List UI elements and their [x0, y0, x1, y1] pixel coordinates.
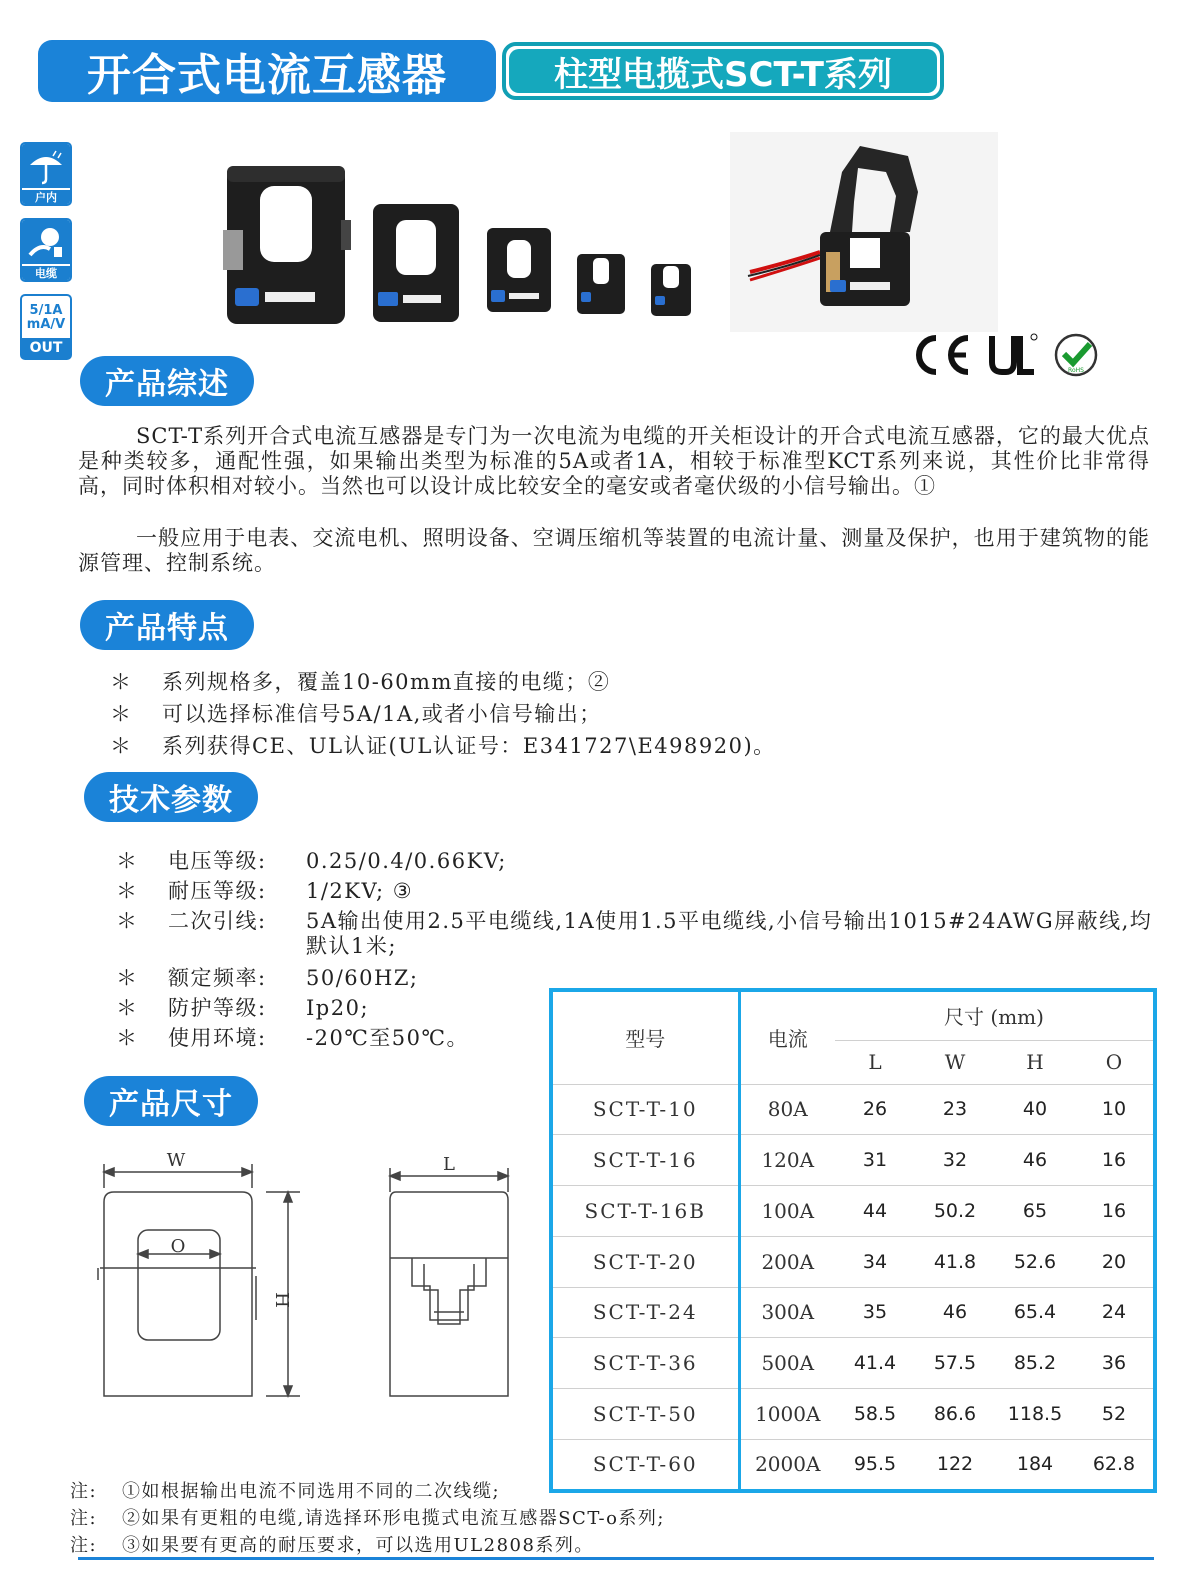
cable-label: 电缆 — [22, 264, 70, 280]
spec-value: 5A输出使用2.5平电缆线,1A使用1.5平电缆线,小信号输出1015#24AWG屏蔽线,均默认1米; — [306, 909, 1153, 958]
spec-key: 二次引线: — [168, 909, 267, 933]
cell-o: 20 — [1075, 1236, 1153, 1287]
bullet-icon: ＊ — [110, 670, 133, 694]
cell-h: 40 — [995, 1084, 1075, 1135]
header-col-l: L — [835, 1040, 915, 1084]
header-size: 尺寸 (mm) — [835, 992, 1153, 1040]
cell-w: 41.8 — [915, 1236, 995, 1287]
spec-key: 防护等级: — [168, 996, 267, 1020]
product-mini — [577, 254, 625, 314]
table-row — [553, 1135, 1153, 1186]
cell-h: 46 — [995, 1135, 1075, 1186]
spec-key: 电压等级: — [168, 849, 267, 873]
product-micro — [651, 264, 691, 316]
spec-value: Ip20; — [306, 996, 370, 1020]
header-current: 电流 — [739, 992, 835, 1084]
spec-row — [116, 876, 1156, 906]
cell-w: 32 — [915, 1135, 995, 1186]
bottom-divider — [78, 1557, 1154, 1560]
cell-l: 41.4 — [835, 1338, 915, 1389]
spec-table — [549, 988, 1157, 1493]
output-badge — [20, 294, 72, 360]
table-row — [553, 1389, 1153, 1440]
cell-model: SCT-T-36 — [553, 1338, 739, 1389]
cell-w: 86.6 — [915, 1389, 995, 1440]
cell-w: 46 — [915, 1287, 995, 1338]
cell-model: SCT-T-60 — [553, 1439, 739, 1489]
cell-l: 44 — [835, 1186, 915, 1237]
product-small — [487, 228, 551, 312]
header-col-w: W — [915, 1040, 995, 1084]
feature-text: 系列规格多，覆盖10-60mm直接的电缆；② — [162, 670, 611, 694]
bullet-icon: ＊ — [116, 1026, 139, 1050]
side-view — [390, 1168, 508, 1396]
spec-row — [116, 909, 1156, 959]
cell-w: 57.5 — [915, 1338, 995, 1389]
cell-o: 52 — [1075, 1389, 1153, 1440]
cell-current: 1000A — [739, 1389, 835, 1440]
cell-h: 85.2 — [995, 1338, 1075, 1389]
cell-l: 34 — [835, 1236, 915, 1287]
section-specs-title: 技术参数 — [84, 772, 258, 822]
page-title: 开合式电流互感器 — [38, 40, 496, 102]
dim-label-l: L — [443, 1154, 455, 1175]
product-medium — [373, 204, 459, 322]
cell-current: 2000A — [755, 1452, 821, 1477]
cell-h: 118.5 — [995, 1389, 1075, 1440]
cell-o: 16 — [1075, 1186, 1153, 1237]
feature-item — [110, 666, 776, 698]
bullet-icon: ＊ — [116, 966, 139, 990]
cell-l: 58.5 — [835, 1389, 915, 1440]
bullet-icon: ＊ — [116, 996, 139, 1020]
section-overview-title: 产品综述 — [80, 356, 254, 406]
header-col-o: O — [1075, 1040, 1153, 1084]
cell-current: 120A — [739, 1135, 835, 1186]
bullet-icon: ＊ — [116, 849, 139, 873]
cell-l: 95.5 — [853, 1453, 897, 1476]
footnote — [70, 1478, 665, 1505]
output-line-2: mA/V — [26, 317, 66, 332]
cell-model: SCT-T-16B — [553, 1186, 739, 1237]
cell-h: 52.6 — [995, 1236, 1075, 1287]
cell-l: 35 — [835, 1287, 915, 1338]
open-clamp-image — [730, 132, 998, 332]
footnotes — [70, 1478, 665, 1559]
section-dimensions-title: 产品尺寸 — [84, 1076, 258, 1126]
table-row — [553, 1338, 1153, 1389]
front-view — [98, 1164, 300, 1396]
bullet-icon: ＊ — [110, 702, 133, 726]
dim-label-o: O — [170, 1236, 186, 1257]
cell-current: 200A — [739, 1236, 835, 1287]
table-row — [553, 1084, 1153, 1135]
footnote-prefix: 注: — [70, 1535, 98, 1556]
output-line-3: OUT — [22, 338, 70, 358]
overview-paragraph-1: SCT-T系列开合式电流互感器是专门为一次电流为电缆的开关柜设计的开合式电流互感器，它的最大优点是种类较多，通配性强，如果输出类型为标准的5A或者1A，相较于标准型KCT系列来说，其性价比非常得高，同时体积相对较小。当然也可以设计成比较安全的毫安或者毫伏级的小信号输出。① — [78, 424, 1150, 498]
cell-current: 100A — [739, 1186, 835, 1237]
product-lineup-image — [215, 140, 715, 340]
footnote — [70, 1532, 665, 1559]
cell-model: SCT-T-16 — [553, 1135, 739, 1186]
page-subtitle — [502, 42, 944, 100]
product-large — [223, 166, 351, 324]
cell-model: SCT-T-10 — [553, 1084, 739, 1135]
bullet-icon: ＊ — [116, 909, 139, 933]
bullet-icon: ＊ — [110, 734, 133, 758]
spec-value: 1/2KV; ③ — [306, 879, 414, 903]
bullet-icon: ＊ — [116, 879, 139, 903]
table-row — [553, 1186, 1153, 1237]
feature-item — [110, 698, 776, 730]
cell-o: 24 — [1075, 1287, 1153, 1338]
header-col-h: H — [995, 1040, 1075, 1084]
spec-row — [116, 846, 1156, 876]
cell-o: 10 — [1075, 1084, 1153, 1135]
spec-key: 使用环境: — [168, 1026, 267, 1050]
footnote-prefix: 注: — [70, 1508, 98, 1529]
spec-key: 额定频率: — [168, 966, 267, 990]
cell-model: SCT-T-24 — [553, 1287, 739, 1338]
cell-h: 184 — [1016, 1453, 1054, 1476]
cable-icon — [22, 220, 70, 264]
cell-o: 16 — [1075, 1135, 1153, 1186]
cell-current: 80A — [739, 1084, 835, 1135]
ce-mark-icon — [910, 332, 972, 378]
section-features-title: 产品特点 — [80, 600, 254, 650]
cable-badge — [20, 218, 72, 282]
cell-h: 65.4 — [995, 1287, 1075, 1338]
overview-paragraph-2: 一般应用于电表、交流电机、照明设备、空调压缩机等装置的电流计量、测量及保护，也用于建筑物的能源管理、控制系统。 — [78, 526, 1150, 575]
cell-l: 31 — [835, 1135, 915, 1186]
cell-current: 500A — [739, 1338, 835, 1389]
rohs-mark-icon — [1052, 332, 1100, 378]
dim-label-w: W — [166, 1150, 186, 1171]
umbrella-icon — [22, 144, 70, 188]
footnote-text: ③如果要有更高的耐压要求，可以选用UL2808系列。 — [122, 1535, 594, 1556]
features-list — [110, 666, 776, 762]
table-row — [553, 1236, 1153, 1287]
header-model: 型号 — [553, 992, 739, 1084]
cell-o: 36 — [1075, 1338, 1153, 1389]
cell-o: 62.8 — [1092, 1453, 1136, 1476]
rohs-label: RoHS — [1068, 367, 1084, 374]
footnote-text: ②如果有更粗的电缆,请选择环形电揽式电流互感器SCT-o系列; — [122, 1508, 665, 1529]
page-subtitle-text: 柱型电揽式SCT-T系列 — [509, 49, 937, 93]
feature-text: 系列获得CE、UL认证(UL认证号：E341727\E498920)。 — [162, 734, 776, 758]
indoor-badge — [20, 142, 72, 206]
cell-current: 300A — [739, 1287, 835, 1338]
footnote — [70, 1505, 665, 1532]
spec-key: 耐压等级: — [168, 879, 267, 903]
feature-item — [110, 730, 776, 762]
output-line-1: 5/1A — [29, 303, 63, 318]
cell-model: SCT-T-20 — [553, 1236, 739, 1287]
cell-model: SCT-T-50 — [553, 1389, 739, 1440]
dimension-drawing — [90, 1140, 530, 1420]
ul-mark-icon — [986, 332, 1038, 378]
footnote-text: ①如根据输出电流不同选用不同的二次线缆; — [122, 1481, 501, 1502]
spec-value: 50/60HZ; — [306, 966, 419, 990]
feature-text: 可以选择标准信号5A/1A,或者小信号输出； — [162, 702, 602, 726]
dim-label-h: H — [271, 1292, 292, 1308]
spec-value: 0.25/0.4/0.66KV; — [306, 849, 507, 873]
footnote-prefix: 注: — [70, 1481, 98, 1502]
cell-w: 50.2 — [915, 1186, 995, 1237]
cell-w: 23 — [915, 1084, 995, 1135]
indoor-label: 户内 — [22, 188, 70, 204]
spec-value: -20℃至50℃。 — [306, 1026, 470, 1050]
cell-l: 26 — [835, 1084, 915, 1135]
cell-w: 122 — [936, 1453, 974, 1476]
cell-h: 65 — [995, 1186, 1075, 1237]
table-row — [553, 1287, 1153, 1338]
